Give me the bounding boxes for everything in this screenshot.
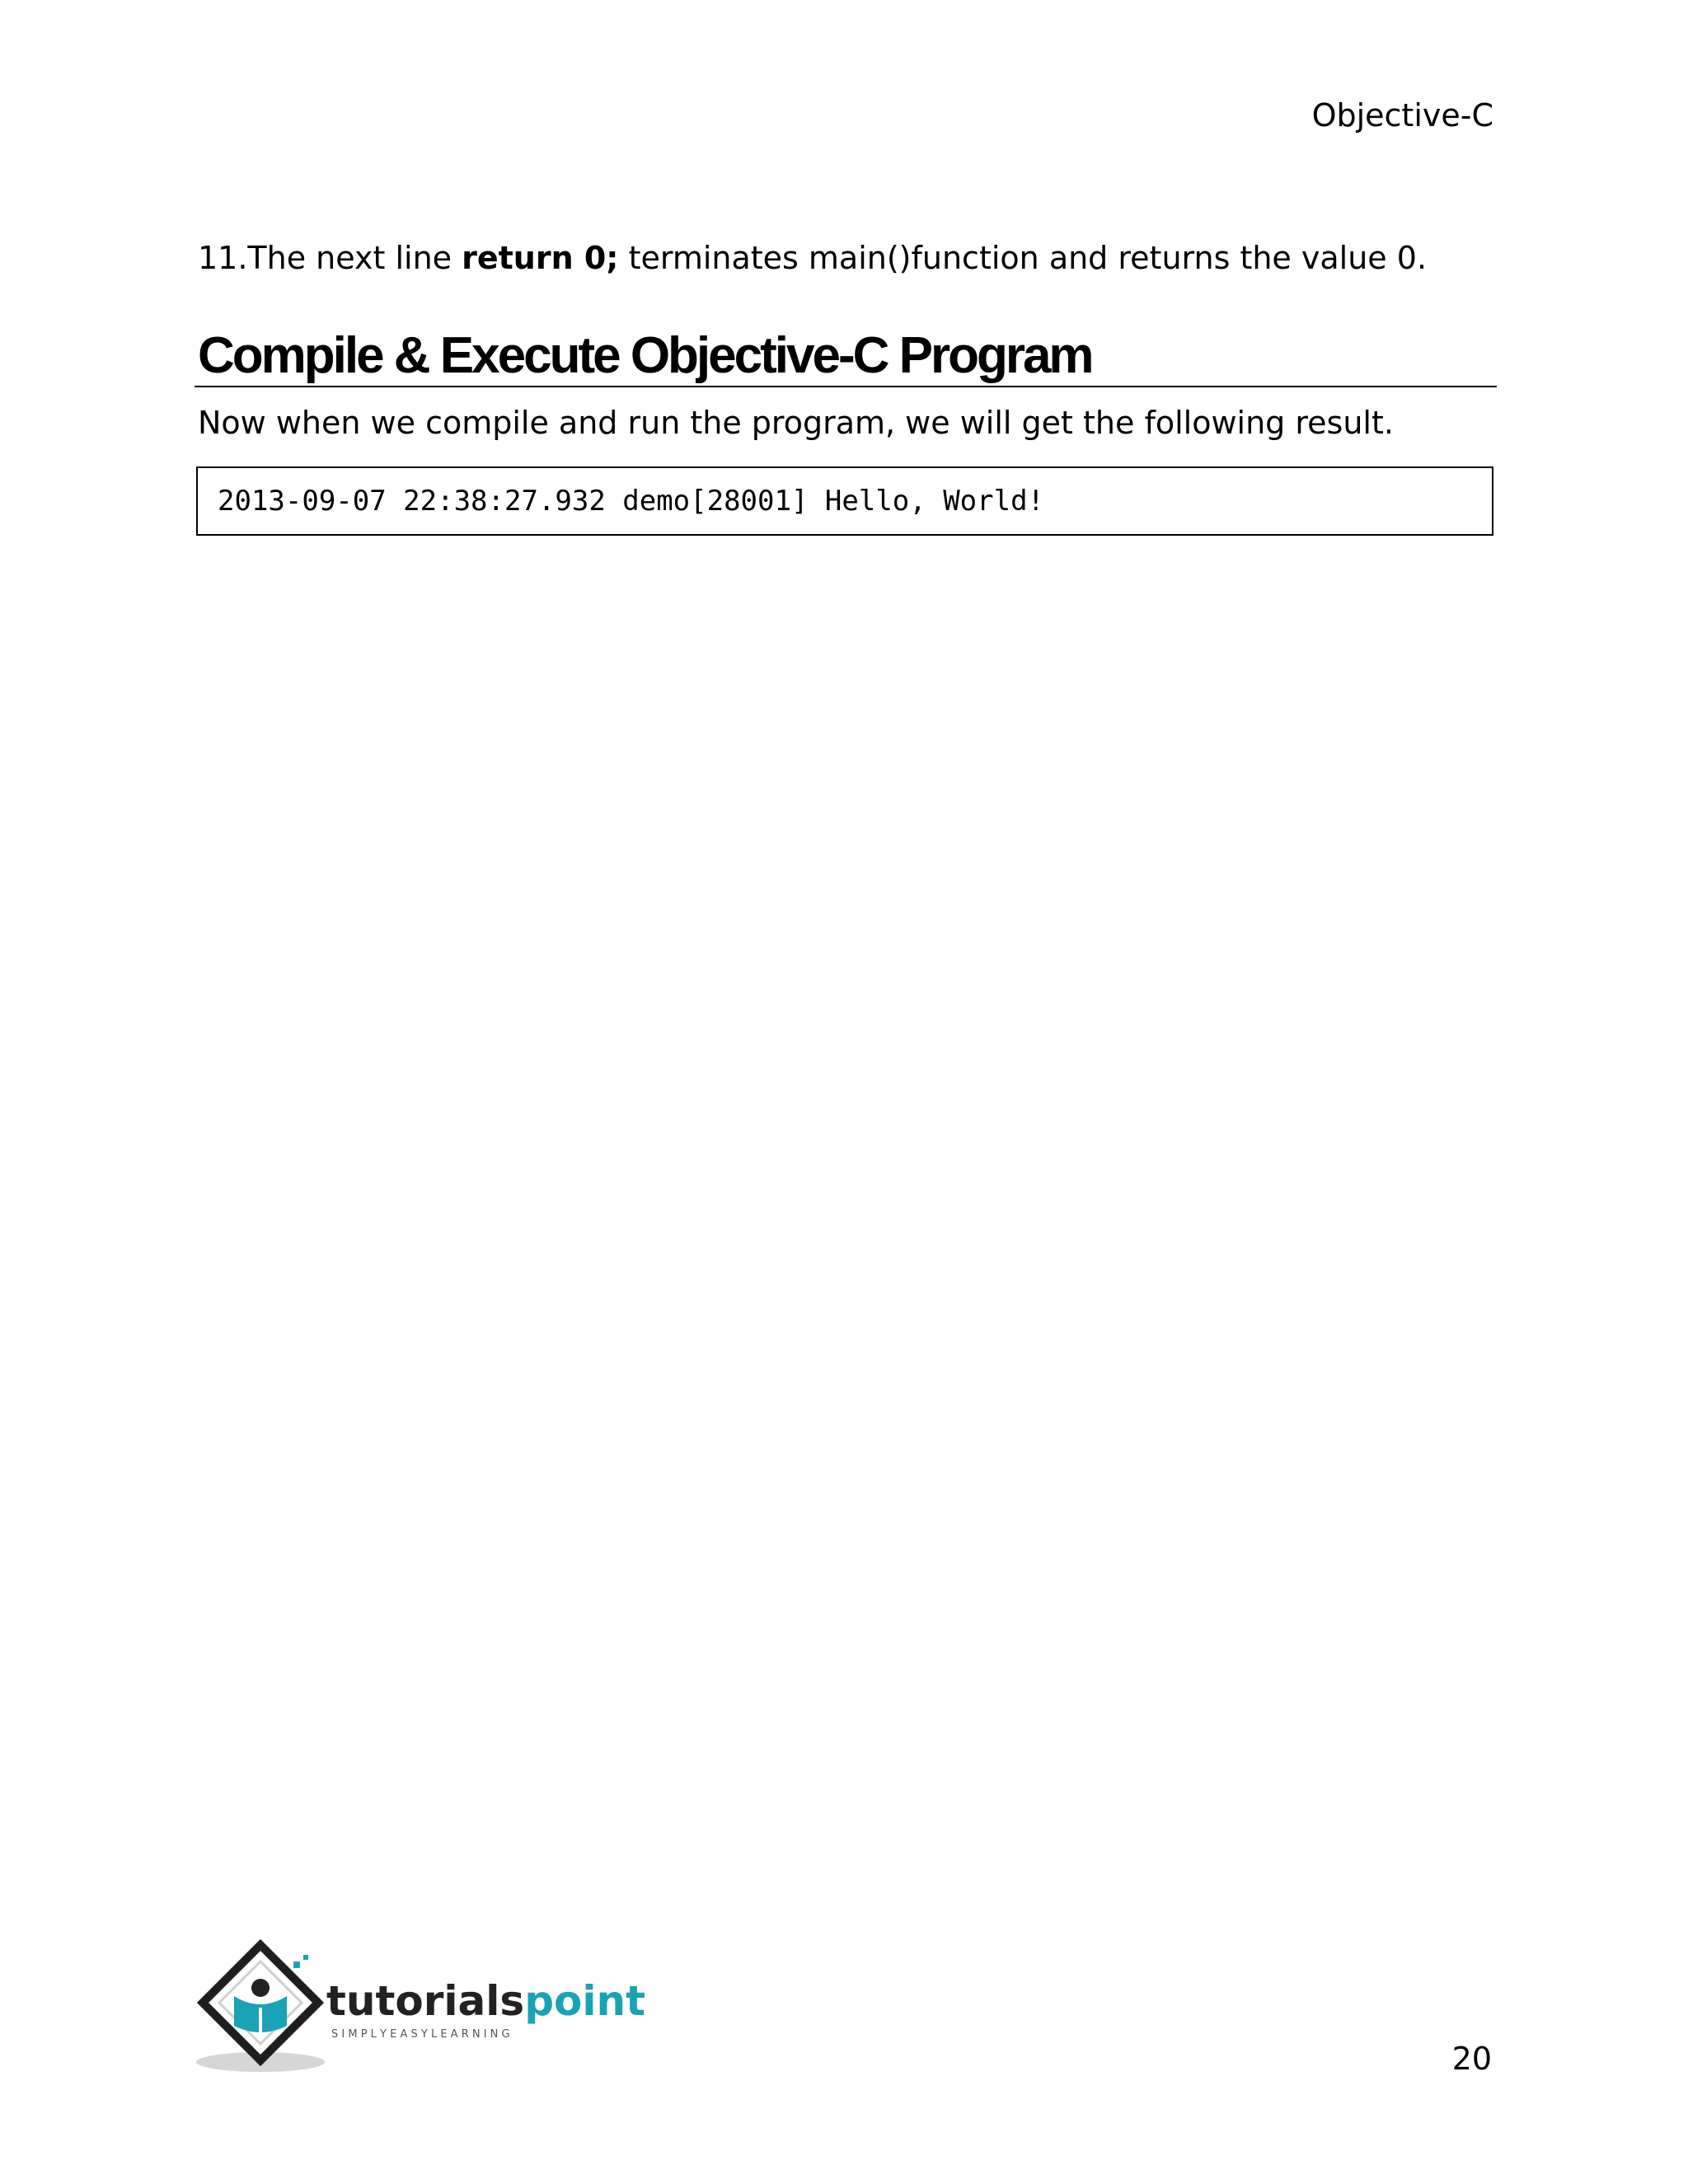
running-header: Objective-C (1311, 97, 1493, 134)
logo-tagline: S I M P L Y E A S Y L E A R N I N G (331, 2028, 510, 2041)
step-prefix: 11.The next line (198, 240, 462, 276)
intro-paragraph: Now when we compile and run the program, we will get the following result. (198, 405, 1394, 441)
page-number: 20 (1451, 2041, 1492, 2077)
program-output-line: 2013-09-07 22:38:27.932 demo[28001] Hello, World! (218, 485, 1045, 518)
step-11-paragraph (198, 237, 1500, 279)
step-suffix: terminates main()function and returns the value 0. (618, 240, 1428, 276)
logo-wordmark (326, 1977, 645, 2025)
logo-brand-dark: tutorials (326, 1977, 525, 2025)
section-heading: Compile & Execute Objective-C Program (198, 327, 1092, 384)
heading-underline (195, 386, 1497, 387)
tutorialspoint-logo (195, 1937, 656, 2077)
logo-brand-accent: point (524, 1977, 645, 2025)
return-code-bold: return 0; (462, 240, 619, 276)
program-output-box (196, 466, 1493, 536)
